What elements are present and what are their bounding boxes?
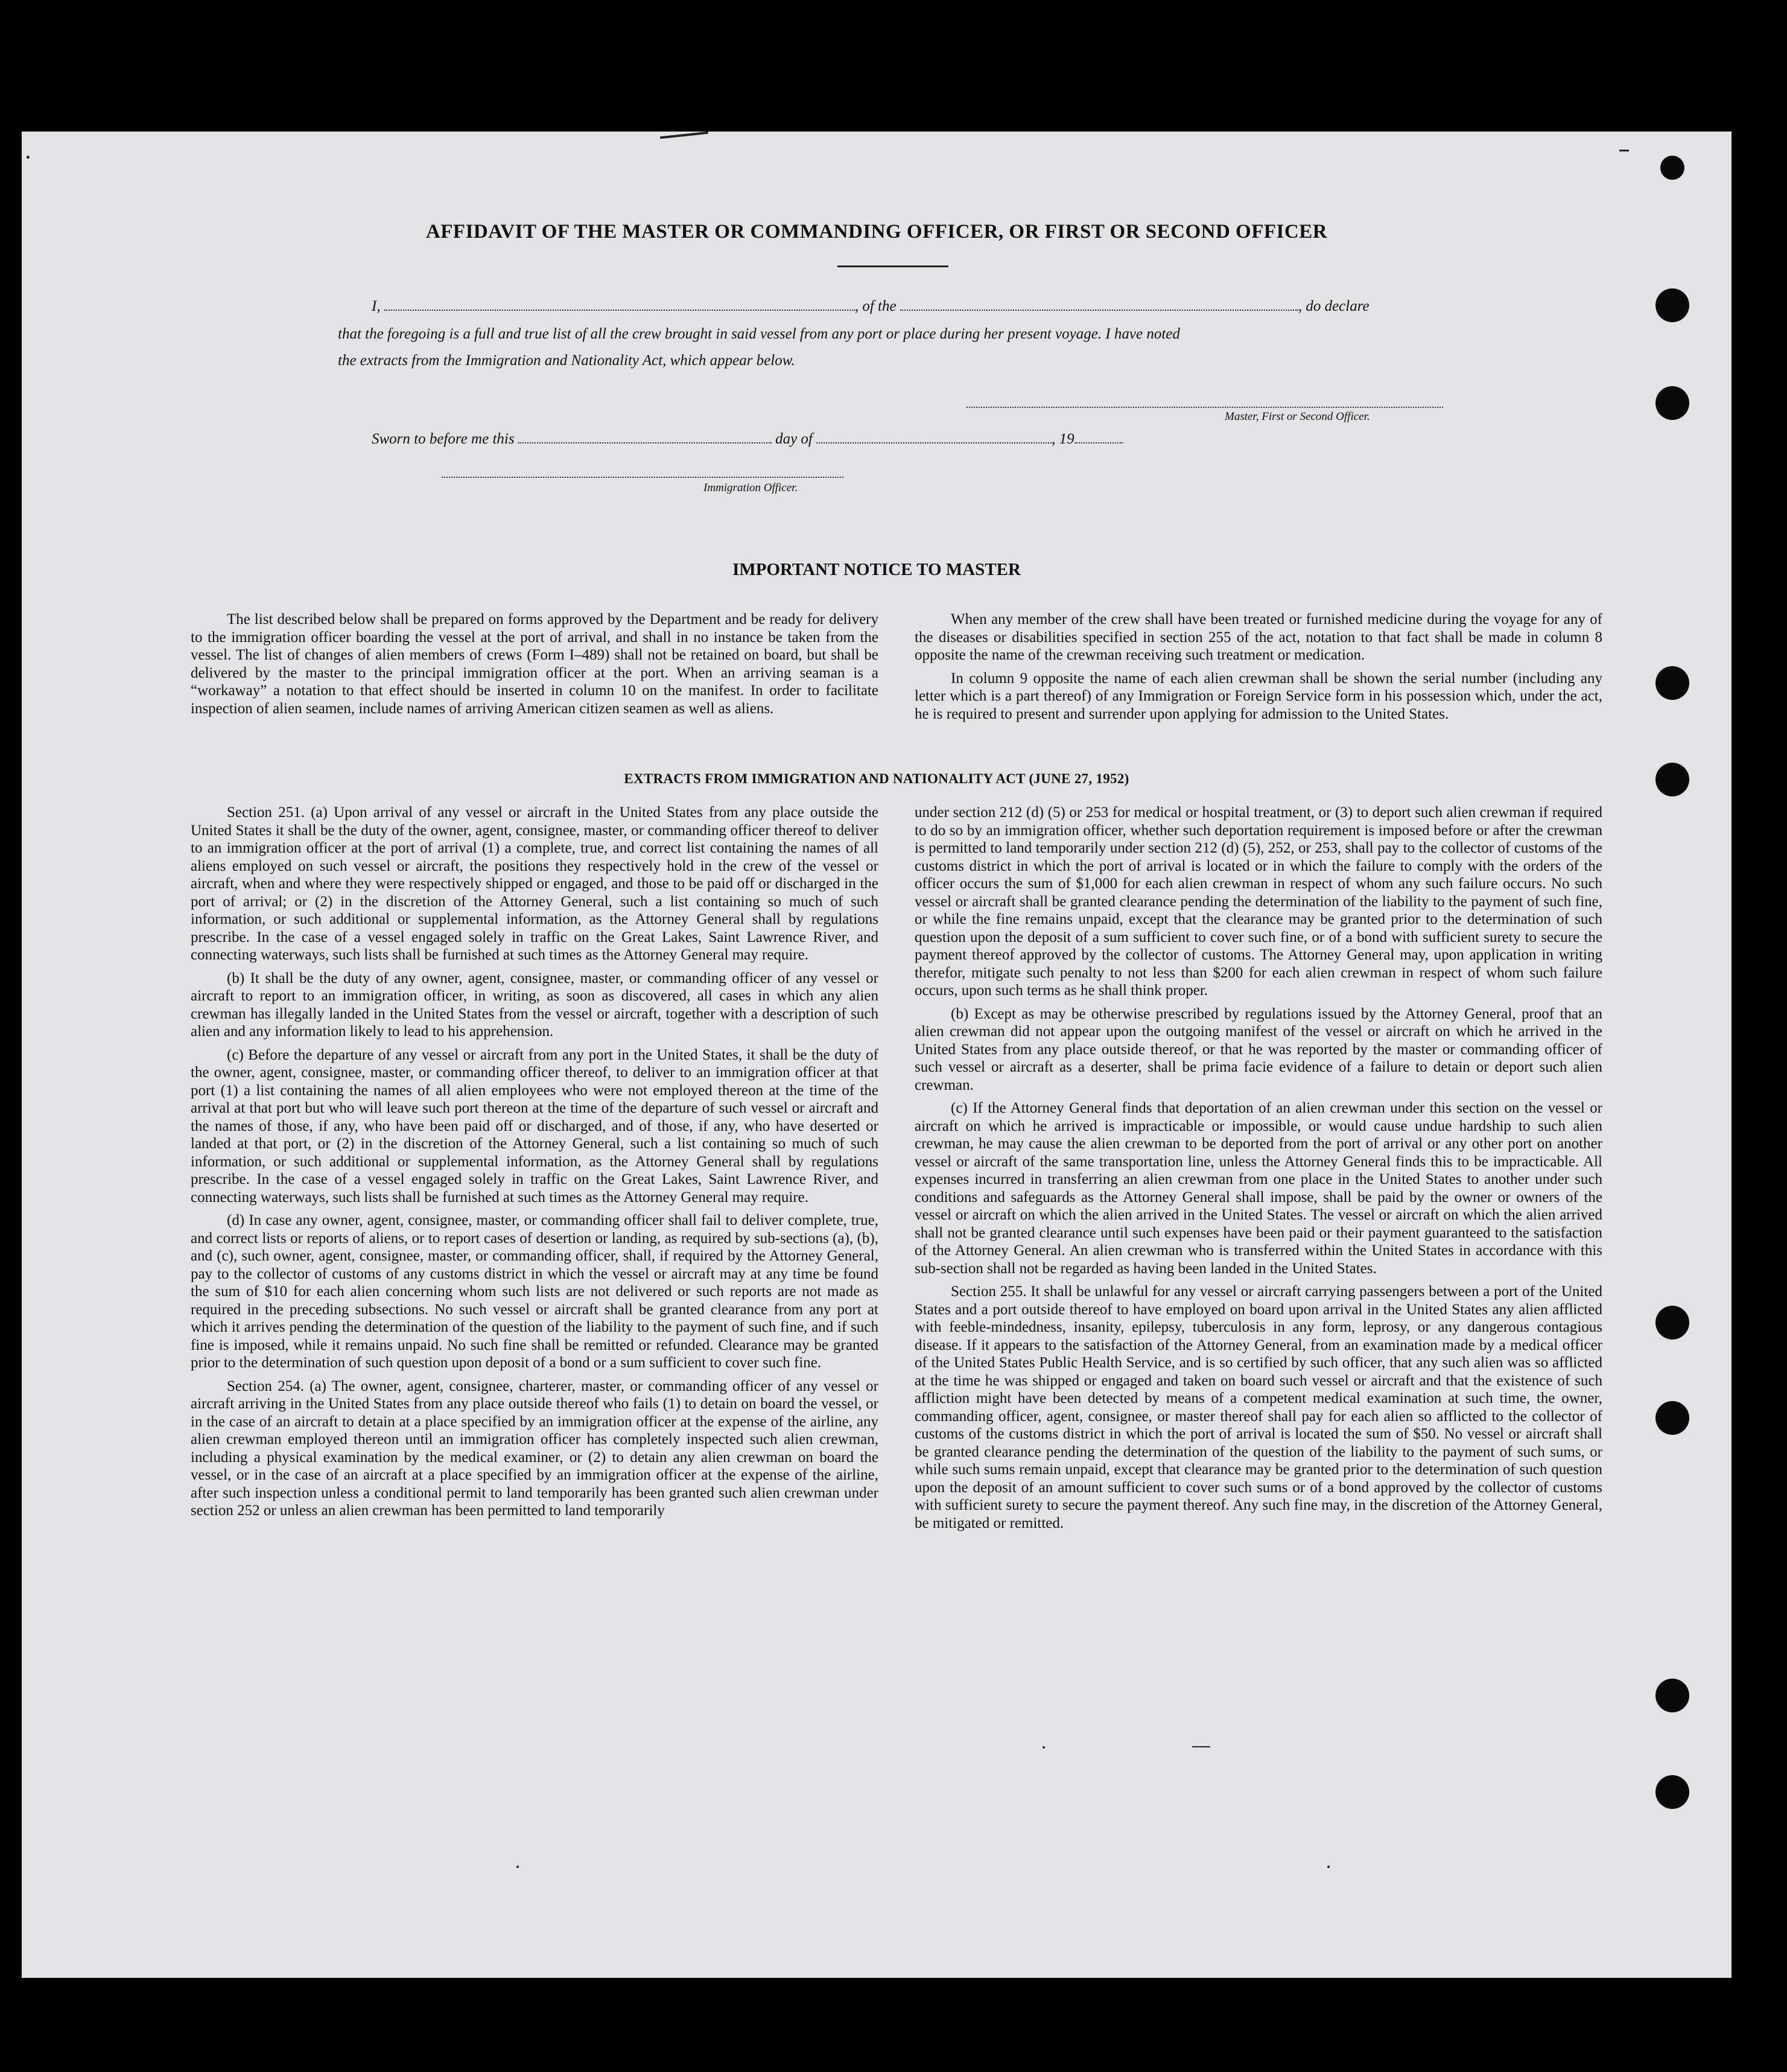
speck bbox=[1327, 1866, 1330, 1868]
notice-title: IMPORTANT NOTICE TO MASTER bbox=[732, 560, 1021, 579]
extracts-title: EXTRACTS FROM IMMIGRATION AND NATIONALITY ACT (JUNE 27, 1952) bbox=[624, 771, 1129, 786]
notice-paragraph: The list described below shall be prepared on forms approved by the Department and be ready for delivery to the immigration officer boarding the vessel at the port of arrival, and shall in no instance be taken from the vessel. The list of changes of alien members of crews (Form I–489) shall not be retained on board, but shall be delivered by the master to the principal immigration officer at the port. When an arriving seaman is a “workaway” a notation to that effect should be inserted in column 10 on the manifest. In order to facilitate inspection of alien seamen, include names of arriving American citizen seamen as well as aliens. bbox=[191, 611, 878, 717]
sworn-label: Sworn to before me this bbox=[372, 431, 515, 447]
extracts-right-column bbox=[915, 804, 1602, 1537]
extract-paragraph: Section 254. (a) The owner, agent, consignee, charterer, master, or commanding officer of any vessel or aircraft arriving in the United States from any place outside thereof who fails (1) to detain on board the vessel, or in the case of an aircraft to detain at a place specified by an immigration officer at the expense of the airline, any alien crewman employed thereon until an immigration officer has completely inspected such alien crewman, including a physical examination by the medical examiner, or (2) to detain any alien crewman on board the vessel, or in the case of an aircraft at a place specified by an immigration officer at the expense of the airline, after such inspection unless a conditional permit to land temporarily has been granted such alien crewman under section 252 or unless an alien crewman has been permitted to land temporarily bbox=[191, 1378, 878, 1519]
master-signature-line[interactable] bbox=[967, 407, 1443, 408]
binder-hole bbox=[1655, 386, 1689, 420]
officer-signature-line[interactable] bbox=[442, 477, 843, 478]
sworn-month-field[interactable] bbox=[816, 430, 1052, 443]
notice-paragraph: When any member of the crew shall have been treated or furnished medicine during the voyage for any of the diseases or disabilities specified in section 255 of the act, notation to that fact shall be made in column 8 opposite the name of the crewman receiving such treatment or medication. bbox=[915, 611, 1602, 663]
speck bbox=[516, 1866, 519, 1868]
extract-paragraph: (b) It shall be the duty of any owner, agent, consignee, master, or commanding officer of any vessel or aircraft to report to an immigration officer, in writing, as soon as discovered, all cases in which any alien crewman has illegally landed in the United States from the vessel or aircraft, together with a description of such alien and any information likely to lead to his apprehension. bbox=[191, 970, 878, 1040]
binder-hole bbox=[1655, 666, 1689, 700]
affidavit-title: AFFIDAVIT OF THE MASTER OR COMMANDING OFFICER, OR FIRST OR SECOND OFFICER bbox=[425, 221, 1328, 243]
declaration-statement-2: the extracts from the Immigration and Nationality Act, which appear below. bbox=[338, 352, 795, 369]
speck bbox=[27, 156, 30, 159]
extract-paragraph: Section 255. It shall be unlawful for any vessel or aircraft carrying passengers between a port of the United States and a port outside thereof to have employed on board upon arrival in the United States any alien afflicted with feeble-mindedness, insanity, epilepsy, tuberculosis in any form, leprosy, or any dangerous contagious disease. If it appears to the satisfaction of the Attorney General, from an examination made by a medical officer of the United States Public Health Service, and is so certified by such officer, that any such alien was so afflicted at the time he was shipped or engaged and taken on board such vessel or aircraft and that the existence of such affliction might have been detected by means of a competent medical examination at such time, the owner, commanding officer, agent, consignee, or master thereof shall pay for each alien so afflicted to the collector of customs of the customs district in which the port of arrival is located the sum of $50. No vessel or aircraft shall be granted clearance pending the determination of the question of the liability to the payment of such sums, or while such sums remain unpaid, except that clearance may be granted prior to the determination of such question upon the deposit of an amount sufficient to cover such sums or of a bond approved by the collector of customs with sufficient surety to secure the payment thereof. Any such fine may, in the discretion of the Attorney General, be mitigated or remitted. bbox=[915, 1283, 1602, 1531]
extract-paragraph: (d) In case any owner, agent, consignee, master, or commanding officer shall fail to deliver complete, true, and correct lists or reports of aliens, or to report cases of desertion or landing, as required by sub-sections (a), (b), and (c), such owner, agent, consignee, master, or commanding officer, shall, if required by the Attorney General, pay to the collector of customs of any customs district in which the vessel or aircraft may at any time be found the sum of $10 for each alien concerning whom such lists are not delivered or such reports are not made as required in the preceding subsections. No such vessel or aircraft shall be granted clearance from any port at which it arrives pending the determination of the question of the liability to the payment of such fine, and if such fine is imposed, while it remains unpaid. No such fine shall be remitted or refunded. Clearance may be granted prior to the determination of such question upon deposit of a bond or a sum sufficient to cover such fine. bbox=[191, 1212, 878, 1371]
notice-paragraph: In column 9 opposite the name of each alien crewman shall be shown the serial number (including any letter which is a part thereof) of any Immigration or Foreign Service form in his possession which, under the act, he is required to present and surrender upon applying for admission to the United States. bbox=[915, 670, 1602, 722]
extract-paragraph: (c) Before the departure of any vessel or aircraft from any port in the United States, it shall be the duty of the owner, agent, consignee, master, or commanding officer thereof, to deliver to an immigration officer at that port (1) a list containing the names of all alien employees who were not employed thereon at the time of the arrival at that port but who will leave such port thereon at the time of the departure of such vessel or aircraft and the names of those, if any, who have been paid off or discharged, and of those, if any, who have deserted or landed at that port, or (2) in the discretion of the Attorney General, such a list containing so much of such information, or such additional or supplemental information, as the Attorney General shall by regulations prescribe. In the case of a vessel engaged solely in traffic on the Great Lakes, Saint Lawrence River, and connecting waterways, such lists shall be furnished at such times as the Attorney General may require. bbox=[191, 1046, 878, 1206]
sworn-year-field[interactable] bbox=[1074, 430, 1123, 443]
declaration-line bbox=[372, 293, 1470, 320]
speck bbox=[660, 132, 708, 139]
speck bbox=[1619, 150, 1629, 151]
binder-hole bbox=[1655, 1679, 1689, 1712]
notice-left-column bbox=[191, 611, 878, 723]
extract-paragraph: (b) Except as may be otherwise prescribed by regulations issued by the Attorney General, proof that an alien crewman did not appear upon the outgoing manifest of the vessel or aircraft on which he arrived in the United States from any place outside thereof, or that he was reported by the master or commanding officer of such vessel or aircraft as a deserter, shall be prima facie evidence of a failure to detain or deport such alien crewman. bbox=[915, 1005, 1602, 1093]
sworn-date-field[interactable] bbox=[518, 430, 772, 443]
sworn-day-of-label: day of bbox=[775, 431, 813, 447]
speck bbox=[1192, 1746, 1210, 1747]
binder-hole bbox=[1660, 156, 1684, 180]
officer-signature-caption: Immigration Officer. bbox=[703, 481, 798, 494]
notice-right-column bbox=[915, 611, 1602, 728]
binder-hole bbox=[1655, 288, 1689, 322]
declaration-statement-1: that the foregoing is a full and true list of all the crew brought in said vessel from any port or place during her present voyage. I have noted bbox=[338, 326, 1180, 342]
declarant-name-field[interactable] bbox=[384, 297, 855, 311]
sworn-line bbox=[372, 426, 1123, 453]
master-signature-caption: Master, First or Second Officer. bbox=[1225, 410, 1370, 423]
title-underline bbox=[837, 265, 948, 267]
extract-paragraph: under section 212 (d) (5) or 253 for medical or hospital treatment, or (3) to deport such alien crewman if required to do so by an immigration officer, whether such deportation requirement is imposed before or after the crewman is permitted to land temporarily under section 212 (d) (5), 252, or 253, shall pay to the collector of customs of the customs district in which the port of arrival is located or in which the failure to comply with the orders of the officer occurs the sum of $1,000 for each alien crewman in respect of whom any such failure occurs. No such vessel or aircraft shall be granted clearance pending the determination of the liability to the payment of such fine, or while the fine remains unpaid, except that the clearance may be granted prior to the determination of such question upon the deposit of a sum sufficient to cover such fine, or of a bond with sufficient surety to secure the payment thereof approved by the collector of customs. The Attorney General may, upon application in writing therefor, mitigate such penalty to not less than $200 for each alien crewman in respect of whom such failure occurs, upon such terms as he shall think proper. bbox=[915, 804, 1602, 999]
binder-hole bbox=[1655, 1306, 1689, 1339]
extracts-left-column bbox=[191, 804, 878, 1525]
sworn-year-label: , 19 bbox=[1052, 431, 1074, 447]
declarant-label: I, bbox=[372, 298, 381, 314]
speck bbox=[1043, 1746, 1045, 1749]
extract-paragraph: Section 251. (a) Upon arrival of any vessel or aircraft in the United States from any place outside the United States it shall be the duty of the owner, agent, consignee, master, or commanding officer thereof to deliver to an immigration officer at the port of arrival (1) a complete, true, and correct list containing the names of all aliens employed on such vessel or aircraft, the positions they respectively hold in the crew of the vessel or aircraft, when and where they were respectively shipped or engaged, and those to be paid off or discharged in the port of arrival; or (2) in the discretion of the Attorney General, such a list containing so much of such information, or such additional or supplemental information, as the Attorney General shall by regulations prescribe. In the case of a vessel engaged solely in traffic on the Great Lakes, Saint Lawrence River, and connecting waterways, such lists shall be furnished at such times as the Attorney General may require. bbox=[191, 804, 878, 963]
extract-paragraph: (c) If the Attorney General finds that deportation of an alien crewman under this section on the vessel or aircraft on which he arrived is impracticable or impossible, or would cause undue hardship to such alien crewman, he may cause the alien crewman to be deported from the port of arrival or any other port on another vessel or aircraft of the same transportation line, unless the Attorney General finds this to be impracticable. All expenses incurred in transferring an alien crewman from one place in the United States to another under such conditions and safeguards as the Attorney General shall impose, shall be paid by the owner or owners of the vessel or aircraft on which the alien arrived in the United States. The vessel or aircraft on which the alien arrived shall not be granted clearance until such expenses have been paid or their payment guaranteed to the satisfaction of the Attorney General. An alien crewman who is transferred within the United States in accordance with this sub-section shall not be regarded as having been landed in the United States. bbox=[915, 1100, 1602, 1277]
binder-hole bbox=[1655, 1775, 1689, 1809]
declare-label: , do declare bbox=[1298, 298, 1370, 314]
binder-hole bbox=[1655, 1401, 1689, 1435]
vessel-label: , of the bbox=[854, 298, 897, 314]
vessel-name-field[interactable] bbox=[900, 297, 1298, 311]
document-page bbox=[22, 132, 1731, 1978]
